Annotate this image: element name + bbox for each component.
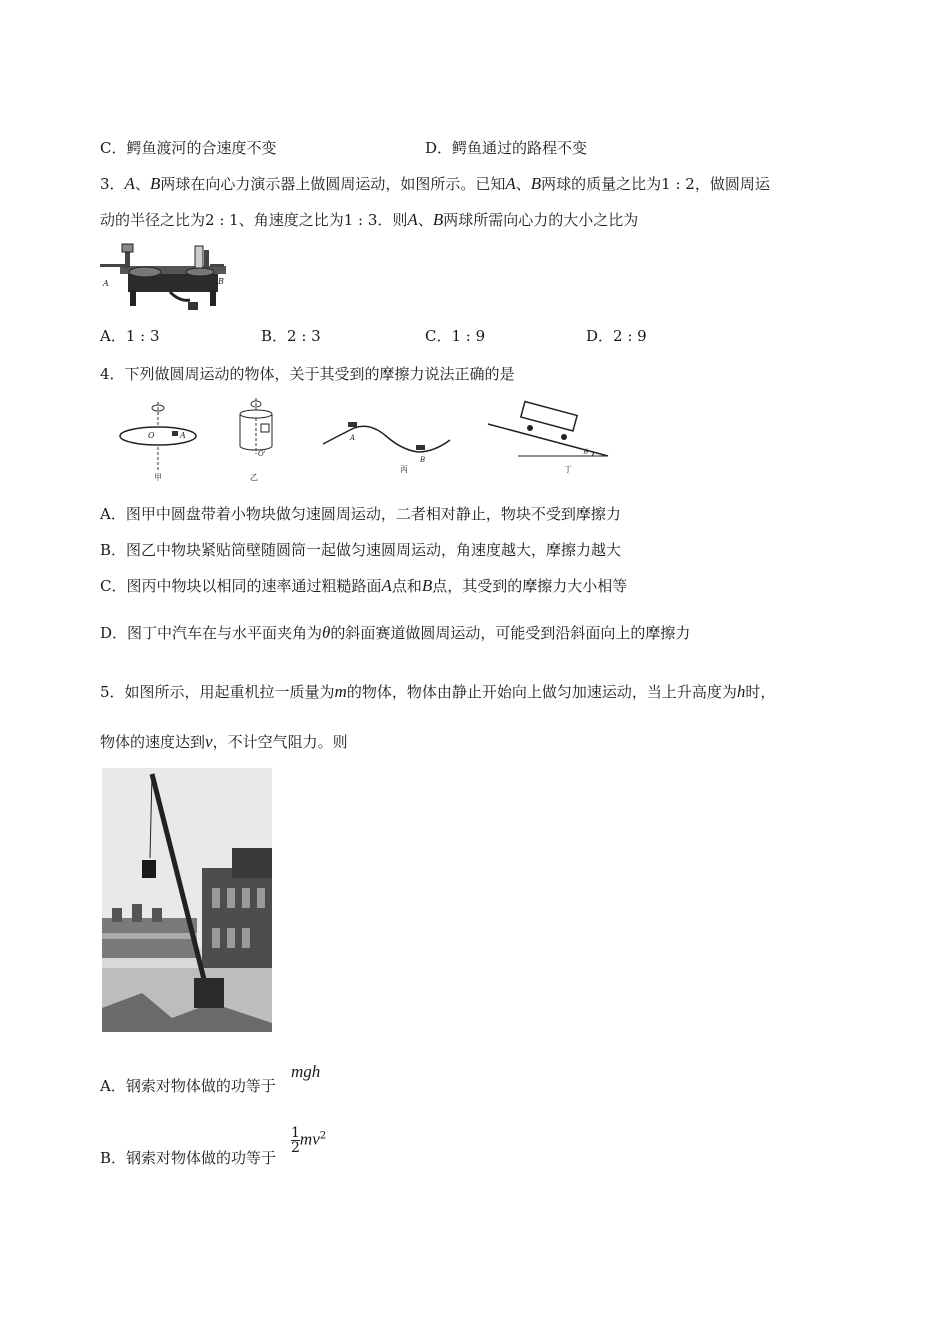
svg-text:B: B — [420, 456, 426, 464]
q4-option-d: D．图丁中汽车在与水平面夹角为θ的斜面赛道做圆周运动，可能受到沿斜面向上的摩擦力 — [100, 623, 691, 642]
q3-option-c: C．1 : 9 — [425, 327, 486, 345]
q5-option-b: B．钢索对物体做的功等于 — [100, 1149, 277, 1167]
svg-text:A: A — [180, 431, 186, 440]
q3-figure-label-b: B — [218, 277, 224, 286]
svg-text:O: O — [148, 431, 155, 440]
q5-option-b-expression: $\frac{1}{2}$ $mv^2$ — [291, 1125, 327, 1156]
q5-stem-line1: 5．如图所示，用起重机拉一质量为m的物体，物体由静止开始向上做匀加速运动，当上升高度为h时， — [100, 682, 776, 701]
q5-option-a-expression: mgh — [291, 1062, 321, 1081]
svg-text:A: A — [350, 434, 356, 442]
q3-option-b: B．2 : 3 — [261, 327, 321, 345]
q2-option-d: D．鳄鱼通过的路程不变 — [425, 139, 588, 157]
q4-option-a: A．图甲中圆盘带着小物块做匀速圆周运动，二者相对静止，物块不受到摩擦力 — [100, 505, 621, 523]
q5-crane-photo — [102, 768, 272, 1032]
q4-option-c: C．图丙中物块以相同的速率通过粗糙路面A点和B点，其受到的摩擦力大小相等 — [100, 576, 628, 595]
fraction-one-half: $\frac{1}{2}$ — [291, 1125, 300, 1156]
q3-stem-line2: 动的半径之比为2 : 1、角速度之比为1 : 3．则A、B两球所需向心力的大小之比为 — [100, 210, 639, 229]
figure-ding-banked-track — [488, 402, 608, 474]
svg-text:O': O' — [258, 450, 266, 458]
figure-label-yi: 乙 — [250, 473, 258, 482]
figure-label-ding: 丁 — [564, 465, 572, 474]
q3-centripetal-apparatus-figure — [100, 240, 230, 312]
q3-figure-label-a: A — [103, 279, 109, 288]
q4-stem: 4．下列做圆周运动的物体，关于其受到的摩擦力说法正确的是 — [100, 365, 515, 383]
q5-stem-line2: 物体的速度达到v，不计空气阻力。则 — [100, 732, 348, 751]
figure-label-jia: 甲 — [154, 473, 162, 482]
q4-circular-motion-figures — [118, 394, 618, 484]
q3-stem-line1: 3．A、B两球在向心力演示器上做圆周运动，如图所示。已知A、B两球的质量之比为1 : 2，做圆周运 — [100, 174, 770, 193]
q4-option-b: B．图乙中物块紧贴筒壁随圆筒一起做匀速圆周运动，角速度越大，摩擦力越大 — [100, 541, 622, 559]
figure-jia-disk — [120, 402, 196, 482]
q3-option-d: D．2 : 9 — [586, 327, 647, 345]
q3-option-a: A．1 : 3 — [100, 327, 160, 345]
figure-bing-wavy-road — [323, 422, 450, 474]
q5-option-a: A．钢索对物体做的功等于 — [100, 1077, 276, 1095]
svg-text:θ: θ — [584, 448, 589, 456]
figure-yi-cylinder — [240, 398, 272, 482]
figure-label-bing: 丙 — [400, 465, 408, 474]
q2-option-c: C．鳄鱼渡河的合速度不变 — [100, 139, 277, 157]
